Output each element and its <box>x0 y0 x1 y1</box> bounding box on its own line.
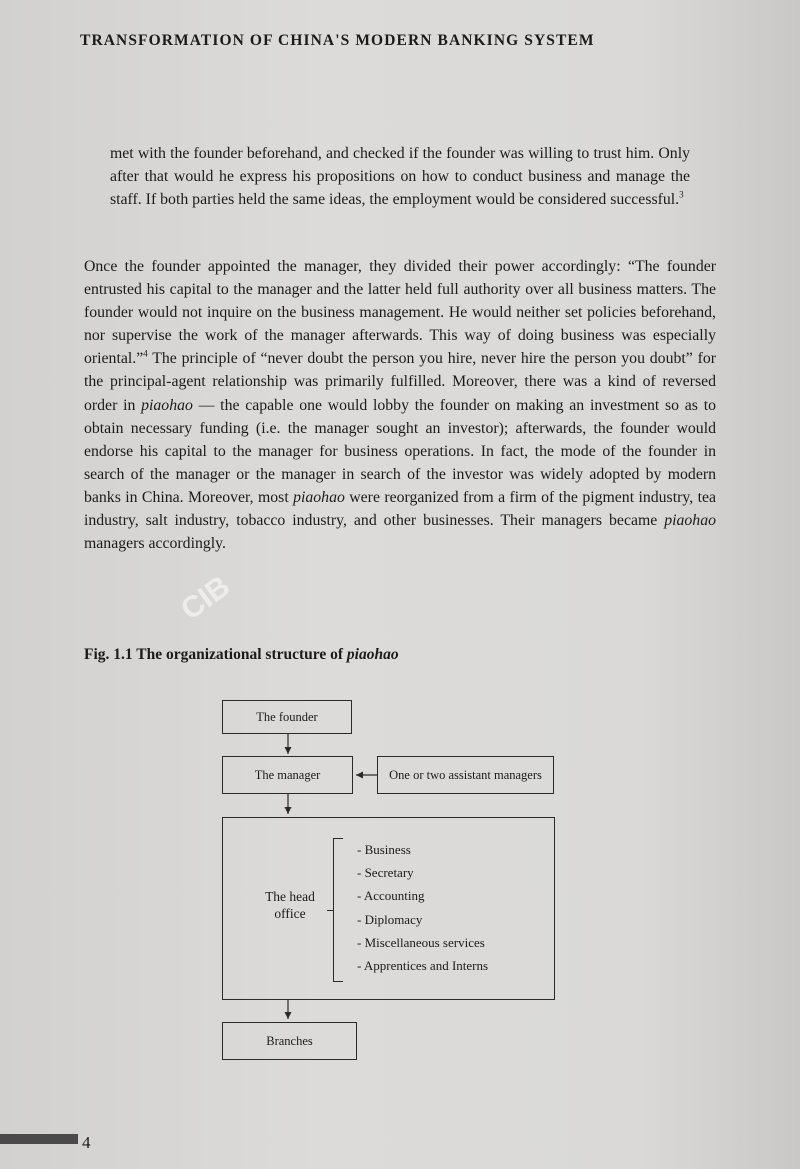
department-item: - Secretary <box>357 865 414 881</box>
figure-caption-text: Fig. 1.1 The organizational structure of <box>84 646 347 663</box>
department-item: - Miscellaneous services <box>357 934 485 950</box>
body-text: managers accordingly. <box>84 535 226 553</box>
footnote-ref: 3 <box>679 189 684 200</box>
italic-term: piaohao <box>141 396 193 414</box>
footer-bar <box>0 1134 78 1144</box>
page-number: 4 <box>82 1133 91 1152</box>
founder-box <box>222 700 352 734</box>
italic-term: piaohao <box>293 488 345 506</box>
department-item: - Business <box>357 842 411 857</box>
italic-term: piaohao <box>664 512 716 530</box>
running-head: TRANSFORMATION OF CHINA'S MODERN BANKING SYSTEM <box>80 32 595 49</box>
watermark-text: CIB <box>175 569 237 627</box>
department-bracket-tick <box>327 910 334 911</box>
branches-box <box>222 1022 357 1060</box>
department-item: - Accounting <box>357 888 425 904</box>
assistant-managers-box <box>377 756 554 794</box>
footnote-ref: 4 <box>143 349 148 360</box>
assistant-managers-label: One or two assistant managers <box>389 767 542 782</box>
founder-label: The founder <box>256 709 318 724</box>
head-office-label: The head office <box>265 889 315 921</box>
body-text: The principle of “never doubt the person you hire, never hire the person you doubt” for the principal-agent relationship was primarily fulfilled. Moreover, there was a kind of reversed order in <box>84 350 716 414</box>
manager-label: The manager <box>254 767 321 782</box>
department-item: - Diplomacy <box>357 911 423 927</box>
body-text: — the capable one would lobby the founder on making an investment so as to obtain necessary funding (i.e. the manager sought an investor); afterwards, the founder would endorse his capital to the manager for business operations. In fact, the mode of the founder in search of the manager or the manager in search of the investor was widely adopted by modern banks in China. Moreover, most <box>84 396 716 506</box>
department-item: - Apprentices and Interns <box>357 958 489 974</box>
figure-caption-term: piaohao <box>346 646 399 663</box>
department-bracket <box>333 838 343 982</box>
branches-label: Branches <box>266 1033 313 1048</box>
department-list <box>357 838 488 977</box>
block-quote-text: met with the founder beforehand, and checked if the founder was willing to trust him. Only after that would he express his propositions on how to conduct business and manage the staff. If both parties held the same ideas, the employment would be considered successful. <box>110 145 690 208</box>
body-text: were reorganized from a firm of the pigment industry, tea industry, salt industry, tobacco industry, and other businesses. Their managers became <box>84 488 716 530</box>
manager-box <box>222 756 353 794</box>
body-text: Once the founder appointed the manager, they divided their power accordingly: “The founder entrusted his capital to the manager and the latter held full authority over all business matters. The founder would not inquire on the business management. He would neither set policies beforehand, nor supervise the work of the manager afterwards. This way of doing business was especially oriental.” <box>84 258 716 368</box>
